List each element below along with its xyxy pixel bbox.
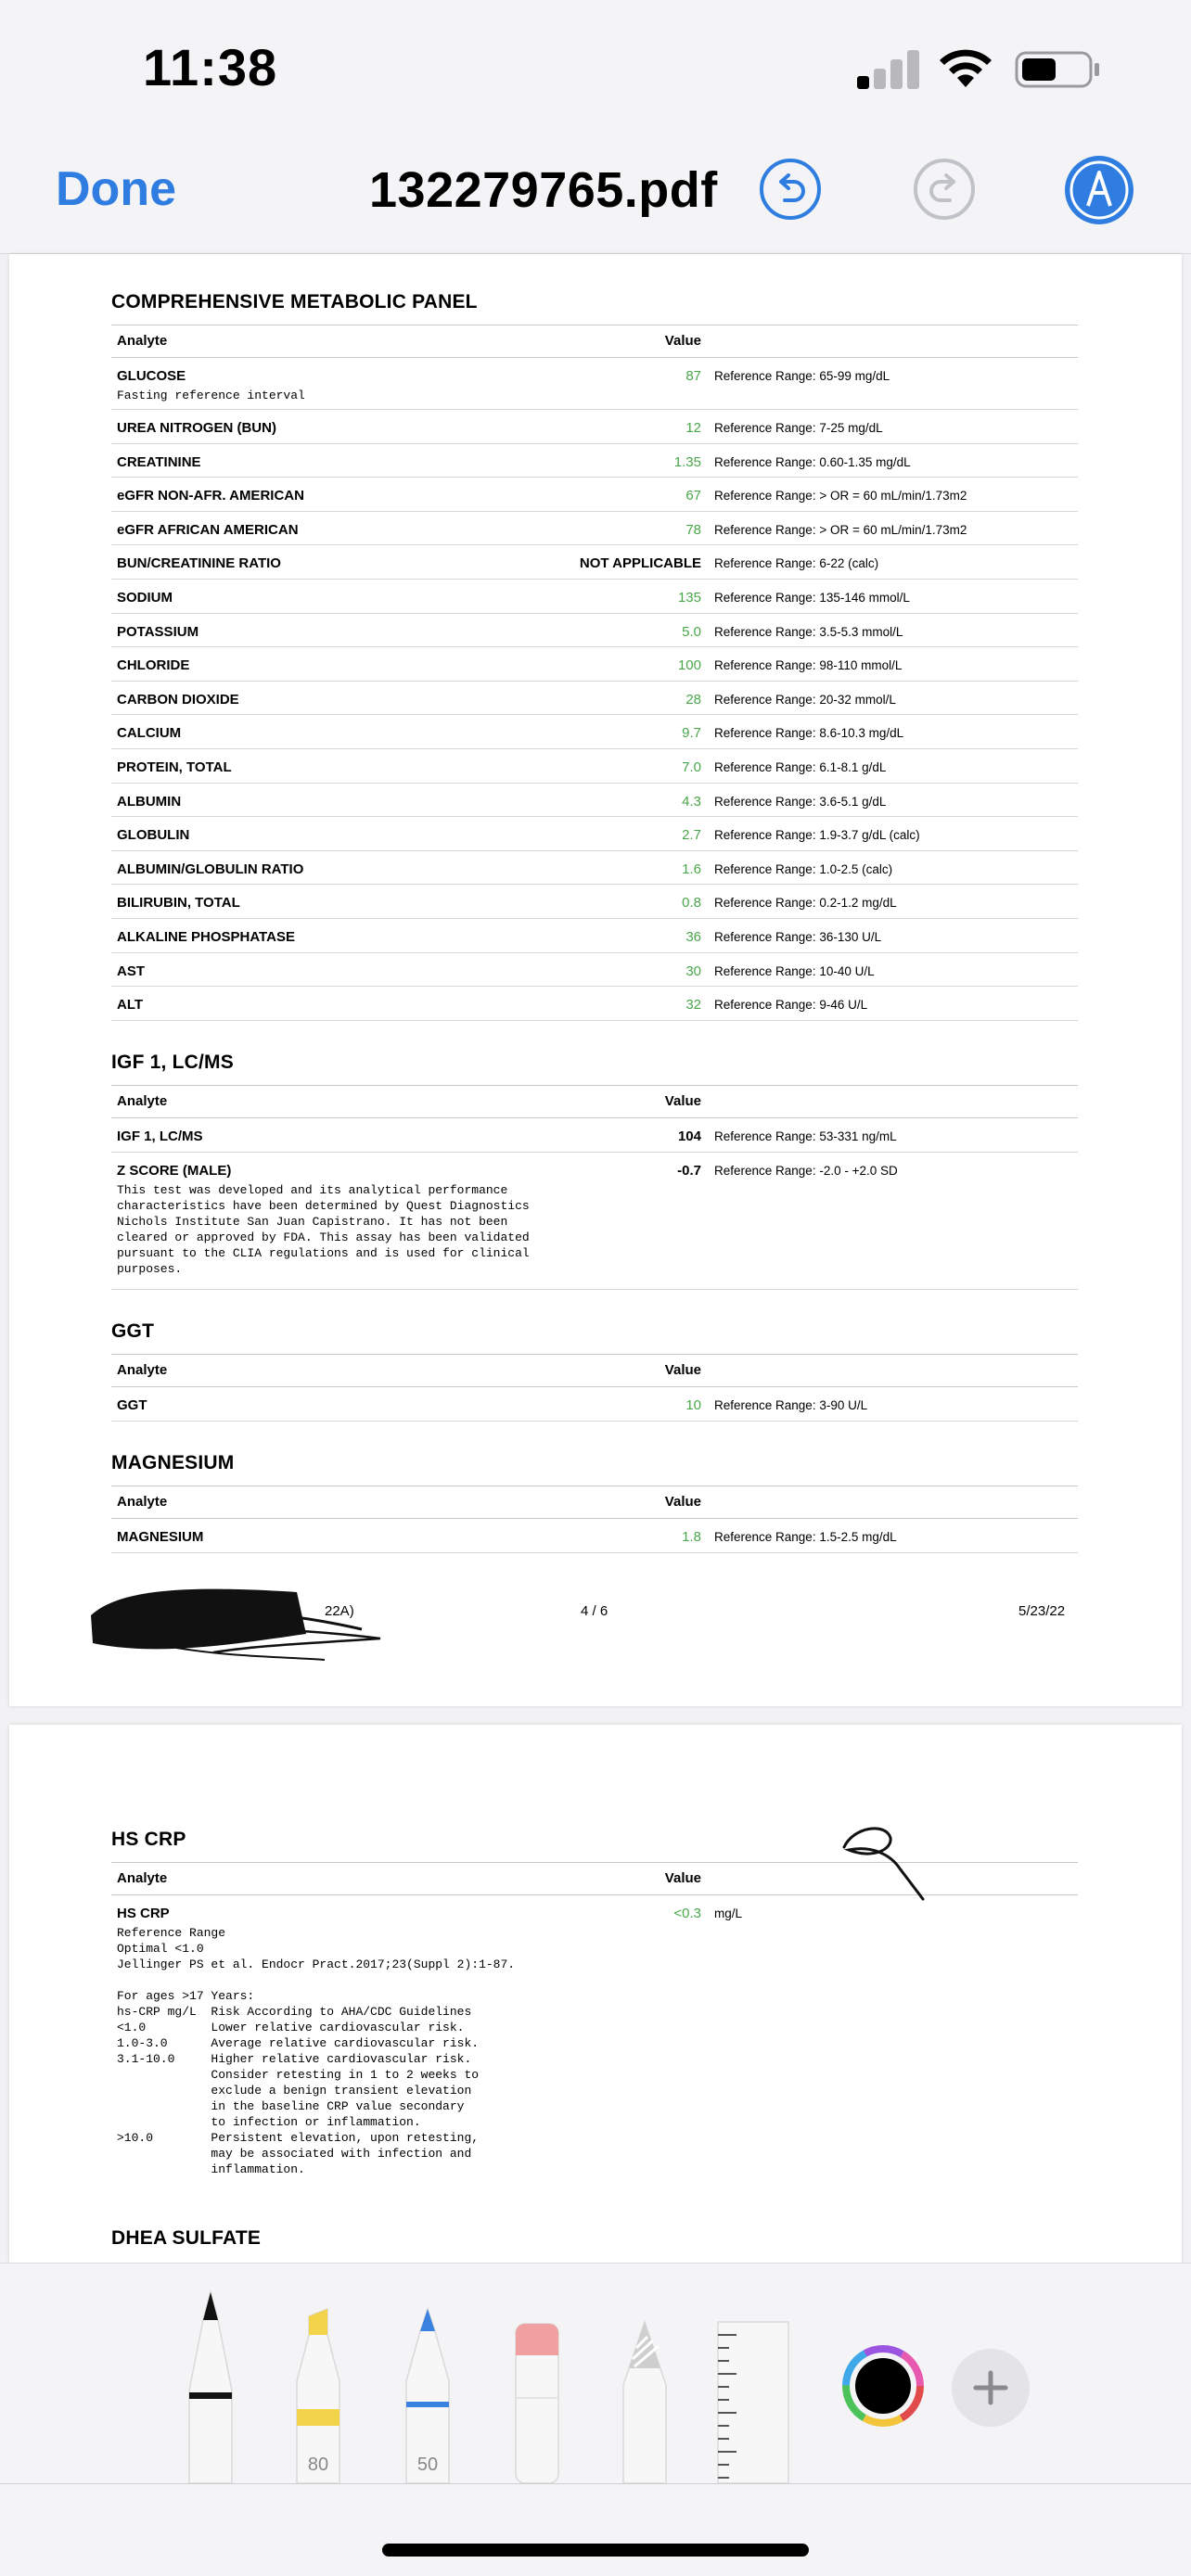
undo-icon[interactable] bbox=[759, 158, 822, 221]
table-row bbox=[111, 1387, 1078, 1422]
redaction-scribble bbox=[83, 1578, 390, 1671]
table-row bbox=[111, 715, 1078, 749]
table-row bbox=[111, 410, 1078, 444]
analyte-value: 5.0 bbox=[682, 623, 701, 640]
handwritten-mark bbox=[835, 1817, 937, 1910]
analyte-value: 104 bbox=[677, 1129, 701, 1144]
reference-range: Reference Range: 20-32 mmol/L bbox=[714, 692, 896, 707]
section-comprehensive-metabolic-panel bbox=[111, 291, 1078, 1021]
analyte-name: ALBUMIN/GLOBULIN RATIO bbox=[117, 861, 304, 877]
reference-range: Reference Range: 7-25 mg/dL bbox=[714, 421, 883, 435]
table-row bbox=[111, 647, 1078, 682]
analyte-value: 100 bbox=[677, 657, 701, 674]
analyte-value: <0.3 bbox=[673, 1906, 701, 1921]
section-title: GGT bbox=[111, 1320, 155, 1342]
reference-range: Reference Range: 3.6-5.1 g/dL bbox=[714, 794, 887, 809]
analyte-name: eGFR AFRICAN AMERICAN bbox=[117, 521, 299, 538]
table-row bbox=[111, 851, 1078, 886]
section-title: HS CRP bbox=[111, 1829, 186, 1850]
section-title: MAGNESIUM bbox=[111, 1452, 235, 1473]
analyte-name: SODIUM bbox=[117, 589, 173, 606]
analyte-name: PROTEIN, TOTAL bbox=[117, 759, 232, 775]
analyte-note: This test was developed and its analytical performance characteristics have been determined by Quest Diagnostics Nichols Institute San Juan Capistrano. It has not been cleared or approved by FDA. This assay has been validated pursuant to the CLIA regulations and is used for clinical purposes. bbox=[117, 1182, 530, 1276]
reference-range: Reference Range: 36-130 U/L bbox=[714, 929, 882, 944]
section-title-dhea: DHEA SULFATE bbox=[111, 2227, 262, 2249]
reference-range: Reference Range: 1.9-3.7 g/dL (calc) bbox=[714, 828, 920, 843]
analyte-value: 2.7 bbox=[682, 827, 701, 844]
analyte-value: 10 bbox=[685, 1397, 701, 1413]
wifi-icon bbox=[937, 46, 994, 89]
analyte-value: 87 bbox=[685, 368, 701, 384]
analyte-note: Reference Range Optimal <1.0 Jellinger PS et al. Endocr Pract.2017;23(Suppl 2):1-87. For ages >17 Years: hs-CRP mg/L Risk According to AHA/CDC Guidelines <1.0 Lower relative cardiovascular risk. 1.0-3.0 Average relative cardiovascular risk. 3.1-10.0 Higher relative cardiovascular risk. Consider retesting in 1 to 2 weeks to exclude a benign transient elevation in the baseline CRP value secondary to infection or inflammation. >10.0 Persistent elevation, upon retesting, may be associated with infection and inflammation. bbox=[117, 1926, 516, 2176]
table-row bbox=[111, 614, 1078, 648]
analyte-value: 36 bbox=[685, 928, 701, 945]
reference-range: Reference Range: 98-110 mmol/L bbox=[714, 658, 903, 673]
column-value: Value bbox=[664, 1494, 701, 1510]
analyte-unit: mg/L bbox=[714, 1906, 743, 1920]
footer-patient-id-suffix: 22A) bbox=[325, 1603, 354, 1619]
cellular-signal-icon bbox=[857, 48, 920, 89]
column-value: Value bbox=[664, 1362, 701, 1378]
table-row bbox=[111, 512, 1078, 546]
reference-range: Reference Range: 8.6-10.3 mg/dL bbox=[714, 726, 904, 741]
column-value: Value bbox=[664, 1093, 701, 1109]
footer-date: 5/23/22 bbox=[1018, 1603, 1066, 1619]
highlighter-opacity: 80 bbox=[307, 2455, 329, 2475]
markup-toggle-button[interactable] bbox=[1065, 156, 1133, 224]
table-row bbox=[111, 953, 1078, 988]
analyte-name: IGF 1, LC/MS bbox=[117, 1129, 203, 1144]
table-row bbox=[111, 987, 1078, 1021]
analyte-value: 135 bbox=[677, 589, 701, 606]
reference-range: Reference Range: 53-331 ng/mL bbox=[714, 1129, 897, 1143]
markup-toolbar bbox=[0, 2263, 1191, 2483]
analyte-value: 78 bbox=[685, 521, 701, 538]
reference-range: Reference Range: 10-40 U/L bbox=[714, 963, 875, 978]
navigation-bar bbox=[0, 139, 1191, 254]
table-row bbox=[111, 784, 1078, 818]
footer-page-number: 4 / 6 bbox=[581, 1603, 608, 1619]
analyte-name: BILIRUBIN, TOTAL bbox=[117, 895, 240, 912]
reference-range: Reference Range: 135-146 mmol/L bbox=[714, 590, 910, 605]
analyte-name: eGFR NON-AFR. AMERICAN bbox=[117, 488, 304, 504]
marker-opacity: 50 bbox=[416, 2455, 439, 2475]
reference-range: Reference Range: 0.2-1.2 mg/dL bbox=[714, 896, 897, 911]
table-row bbox=[111, 1895, 1078, 2201]
analyte-value: 7.0 bbox=[682, 759, 701, 775]
analyte-name: ALBUMIN bbox=[117, 793, 182, 810]
analyte-name: GGT bbox=[117, 1397, 147, 1413]
analyte-name: Z SCORE (MALE) bbox=[117, 1162, 232, 1179]
table-row bbox=[111, 919, 1078, 953]
redo-icon[interactable] bbox=[913, 158, 976, 221]
analyte-name: AST bbox=[117, 963, 145, 979]
table-header bbox=[111, 1085, 1078, 1118]
table-row bbox=[111, 545, 1078, 580]
document-title: 132279765.pdf bbox=[369, 162, 718, 218]
analyte-name: HS CRP bbox=[117, 1906, 170, 1921]
table-row bbox=[111, 885, 1078, 919]
battery-icon bbox=[1015, 51, 1102, 88]
pen-tool[interactable] bbox=[184, 2289, 237, 2483]
analyte-name: CARBON DIOXIDE bbox=[117, 691, 239, 708]
analyte-name: CALCIUM bbox=[117, 725, 182, 742]
table-row bbox=[111, 358, 1078, 410]
section-igf1 bbox=[111, 1052, 1078, 1290]
analyte-name: CHLORIDE bbox=[117, 657, 190, 674]
analyte-value: 67 bbox=[685, 488, 701, 504]
analyte-value: 28 bbox=[685, 691, 701, 708]
reference-range: Reference Range: 3-90 U/L bbox=[714, 1398, 868, 1412]
reference-range: Reference Range: 65-99 mg/dL bbox=[714, 369, 890, 383]
analyte-value: 1.8 bbox=[682, 1529, 701, 1545]
analyte-value: 12 bbox=[685, 420, 701, 436]
done-button[interactable]: Done bbox=[56, 162, 176, 216]
section-magnesium bbox=[111, 1452, 1078, 1553]
analyte-value: 0.8 bbox=[682, 895, 701, 912]
analyte-value: -0.7 bbox=[677, 1162, 701, 1179]
table-header bbox=[111, 1354, 1078, 1387]
pdf-page-4 bbox=[9, 254, 1182, 1706]
table-row bbox=[111, 580, 1078, 614]
reference-range: Reference Range: 3.5-5.3 mmol/L bbox=[714, 624, 903, 639]
analyte-name: GLUCOSE bbox=[117, 368, 186, 384]
markup-pen-icon bbox=[1065, 156, 1133, 224]
table-row bbox=[111, 478, 1078, 512]
reference-range: Reference Range: > OR = 60 mL/min/1.73m2 bbox=[714, 489, 967, 504]
analyte-name: ALKALINE PHOSPHATASE bbox=[117, 928, 295, 945]
analyte-note: Fasting reference interval bbox=[117, 389, 305, 402]
column-analyte: Analyte bbox=[117, 1494, 168, 1510]
plus-icon bbox=[952, 2349, 1030, 2427]
reference-range: Reference Range: 0.60-1.35 mg/dL bbox=[714, 454, 911, 469]
table-row bbox=[111, 817, 1078, 851]
reference-range: Reference Range: 1.5-2.5 mg/dL bbox=[714, 1530, 897, 1544]
analyte-value: 9.7 bbox=[682, 725, 701, 742]
add-button[interactable] bbox=[952, 2349, 1030, 2427]
table-header bbox=[111, 325, 1078, 358]
analyte-name: POTASSIUM bbox=[117, 623, 199, 640]
column-value: Value bbox=[664, 1870, 701, 1886]
pdf-page-5 bbox=[9, 1725, 1182, 2263]
reference-range: Reference Range: 6.1-8.1 g/dL bbox=[714, 759, 887, 774]
section-title: COMPREHENSIVE METABOLIC PANEL bbox=[111, 291, 478, 312]
reference-range: Reference Range: 9-46 U/L bbox=[714, 998, 868, 1013]
column-analyte: Analyte bbox=[117, 1870, 168, 1886]
analyte-value: 1.35 bbox=[673, 453, 701, 470]
home-indicator[interactable] bbox=[382, 2544, 809, 2557]
table-row bbox=[111, 1118, 1078, 1153]
column-value: Value bbox=[664, 333, 701, 349]
analyte-value: 32 bbox=[685, 997, 701, 1014]
color-picker-button[interactable] bbox=[842, 2345, 924, 2427]
table-row bbox=[111, 682, 1078, 716]
analyte-value: 1.6 bbox=[682, 861, 701, 877]
analyte-name: BUN/CREATININE RATIO bbox=[117, 555, 281, 572]
reference-range: Reference Range: > OR = 60 mL/min/1.73m2 bbox=[714, 522, 967, 537]
column-analyte: Analyte bbox=[117, 1093, 168, 1109]
analyte-name: UREA NITROGEN (BUN) bbox=[117, 420, 276, 436]
column-analyte: Analyte bbox=[117, 1362, 168, 1378]
table-row bbox=[111, 749, 1078, 784]
analyte-name: ALT bbox=[117, 997, 144, 1014]
table-row bbox=[111, 1519, 1078, 1553]
analyte-name: CREATININE bbox=[117, 453, 201, 470]
lasso-tool[interactable] bbox=[618, 2320, 672, 2483]
table-header bbox=[111, 1486, 1078, 1519]
home-indicator-area bbox=[0, 2483, 1191, 2576]
status-bar bbox=[0, 0, 1191, 139]
analyte-value: NOT APPLICABLE bbox=[579, 555, 701, 572]
ruler-tool[interactable] bbox=[716, 2320, 790, 2483]
reference-range: Reference Range: -2.0 - +2.0 SD bbox=[714, 1163, 898, 1178]
reference-range: Reference Range: 6-22 (calc) bbox=[714, 556, 879, 571]
eraser-tool[interactable] bbox=[510, 2318, 564, 2483]
reference-range: Reference Range: 1.0-2.5 (calc) bbox=[714, 861, 893, 876]
section-title: IGF 1, LC/MS bbox=[111, 1052, 234, 1073]
analyte-name: MAGNESIUM bbox=[117, 1529, 204, 1545]
status-time: 11:38 bbox=[143, 38, 278, 96]
table-row bbox=[111, 444, 1078, 478]
table-row bbox=[111, 1153, 1078, 1290]
section-ggt bbox=[111, 1320, 1078, 1422]
analyte-name: GLOBULIN bbox=[117, 827, 190, 844]
analyte-value: 4.3 bbox=[682, 793, 701, 810]
column-analyte: Analyte bbox=[117, 333, 168, 349]
analyte-value: 30 bbox=[685, 963, 701, 979]
